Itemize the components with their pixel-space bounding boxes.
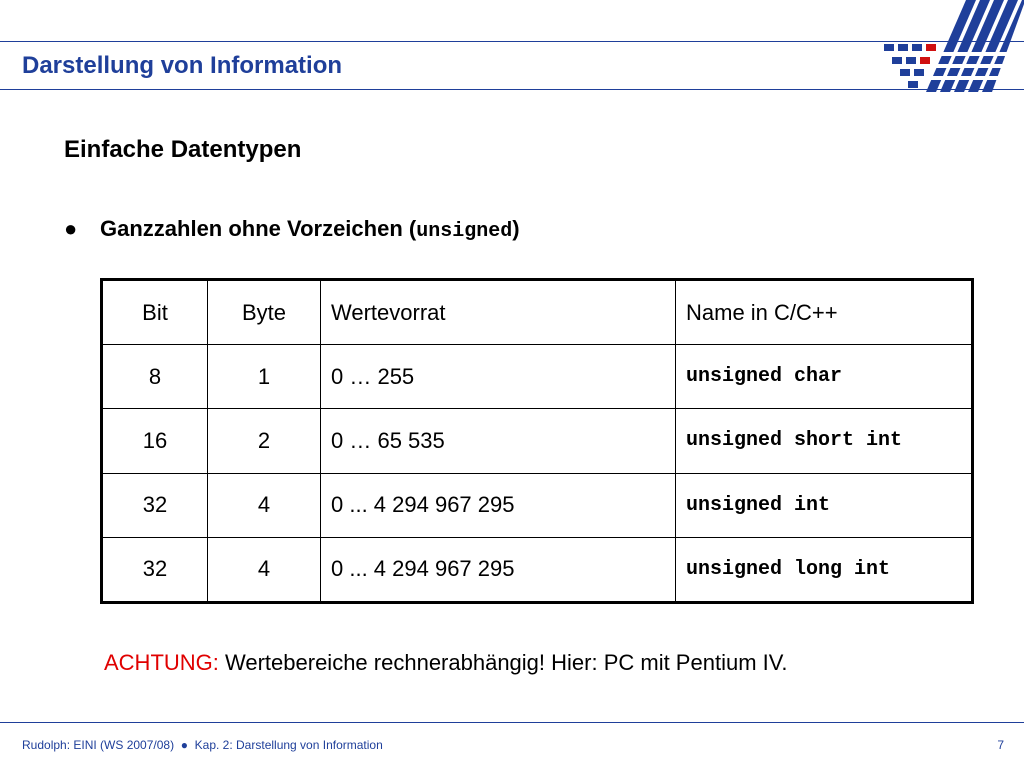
cell-range: 0 ... 4 294 967 295: [321, 537, 676, 602]
cell-range: 0 … 255: [321, 345, 676, 409]
table-row: [102, 345, 973, 409]
cell-type-name: unsigned long int: [676, 537, 973, 602]
cell-bit: 8: [102, 345, 208, 409]
page-number: 7: [997, 738, 1004, 752]
header-bit: Bit: [102, 280, 208, 345]
warning-note: [104, 650, 788, 676]
table-row: [102, 473, 973, 537]
page-title: Darstellung von Information: [22, 52, 343, 79]
cell-type-name: unsigned char: [676, 345, 973, 409]
cell-byte: 4: [208, 473, 321, 537]
university-grid-logo-icon: [876, 0, 1024, 92]
cell-bit: 16: [102, 409, 208, 473]
bullet-text-before: Ganzzahlen ohne Vorzeichen (: [100, 216, 417, 241]
cell-bit: 32: [102, 537, 208, 602]
bullet-dot: ●: [64, 216, 78, 241]
cell-range: 0 … 65 535: [321, 409, 676, 473]
table-row: [102, 409, 973, 473]
footer-text: Rudolph: EINI (WS 2007/08) ● Kap. 2: Darstellung von Information: [22, 738, 383, 752]
cell-byte: 1: [208, 345, 321, 409]
cell-type-name: unsigned int: [676, 473, 973, 537]
cell-bit: 32: [102, 473, 208, 537]
table-row: [102, 537, 973, 602]
table-header-row: [102, 280, 973, 345]
warning-text: Wertebereiche rechnerabhängig! Hier: PC mit Pentium IV.: [218, 650, 788, 675]
bullet-item: [64, 216, 520, 243]
datatype-table: [100, 278, 974, 604]
header-bottom-rule: [0, 89, 1024, 90]
cell-byte: 4: [208, 537, 321, 602]
header-top-rule: [0, 41, 1024, 42]
bullet-code: unsigned: [416, 220, 513, 243]
header-range: Wertevorrat: [321, 280, 676, 345]
cell-byte: 2: [208, 409, 321, 473]
footer-rule: [0, 722, 1024, 723]
cell-type-name: unsigned short int: [676, 409, 973, 473]
header-byte: Byte: [208, 280, 321, 345]
bullet-text-after: ): [512, 216, 520, 241]
header-name: Name in C/C++: [676, 280, 973, 345]
warning-label: ACHTUNG:: [104, 650, 219, 675]
cell-range: 0 ... 4 294 967 295: [321, 473, 676, 537]
section-heading: Einfache Datentypen: [64, 136, 302, 163]
